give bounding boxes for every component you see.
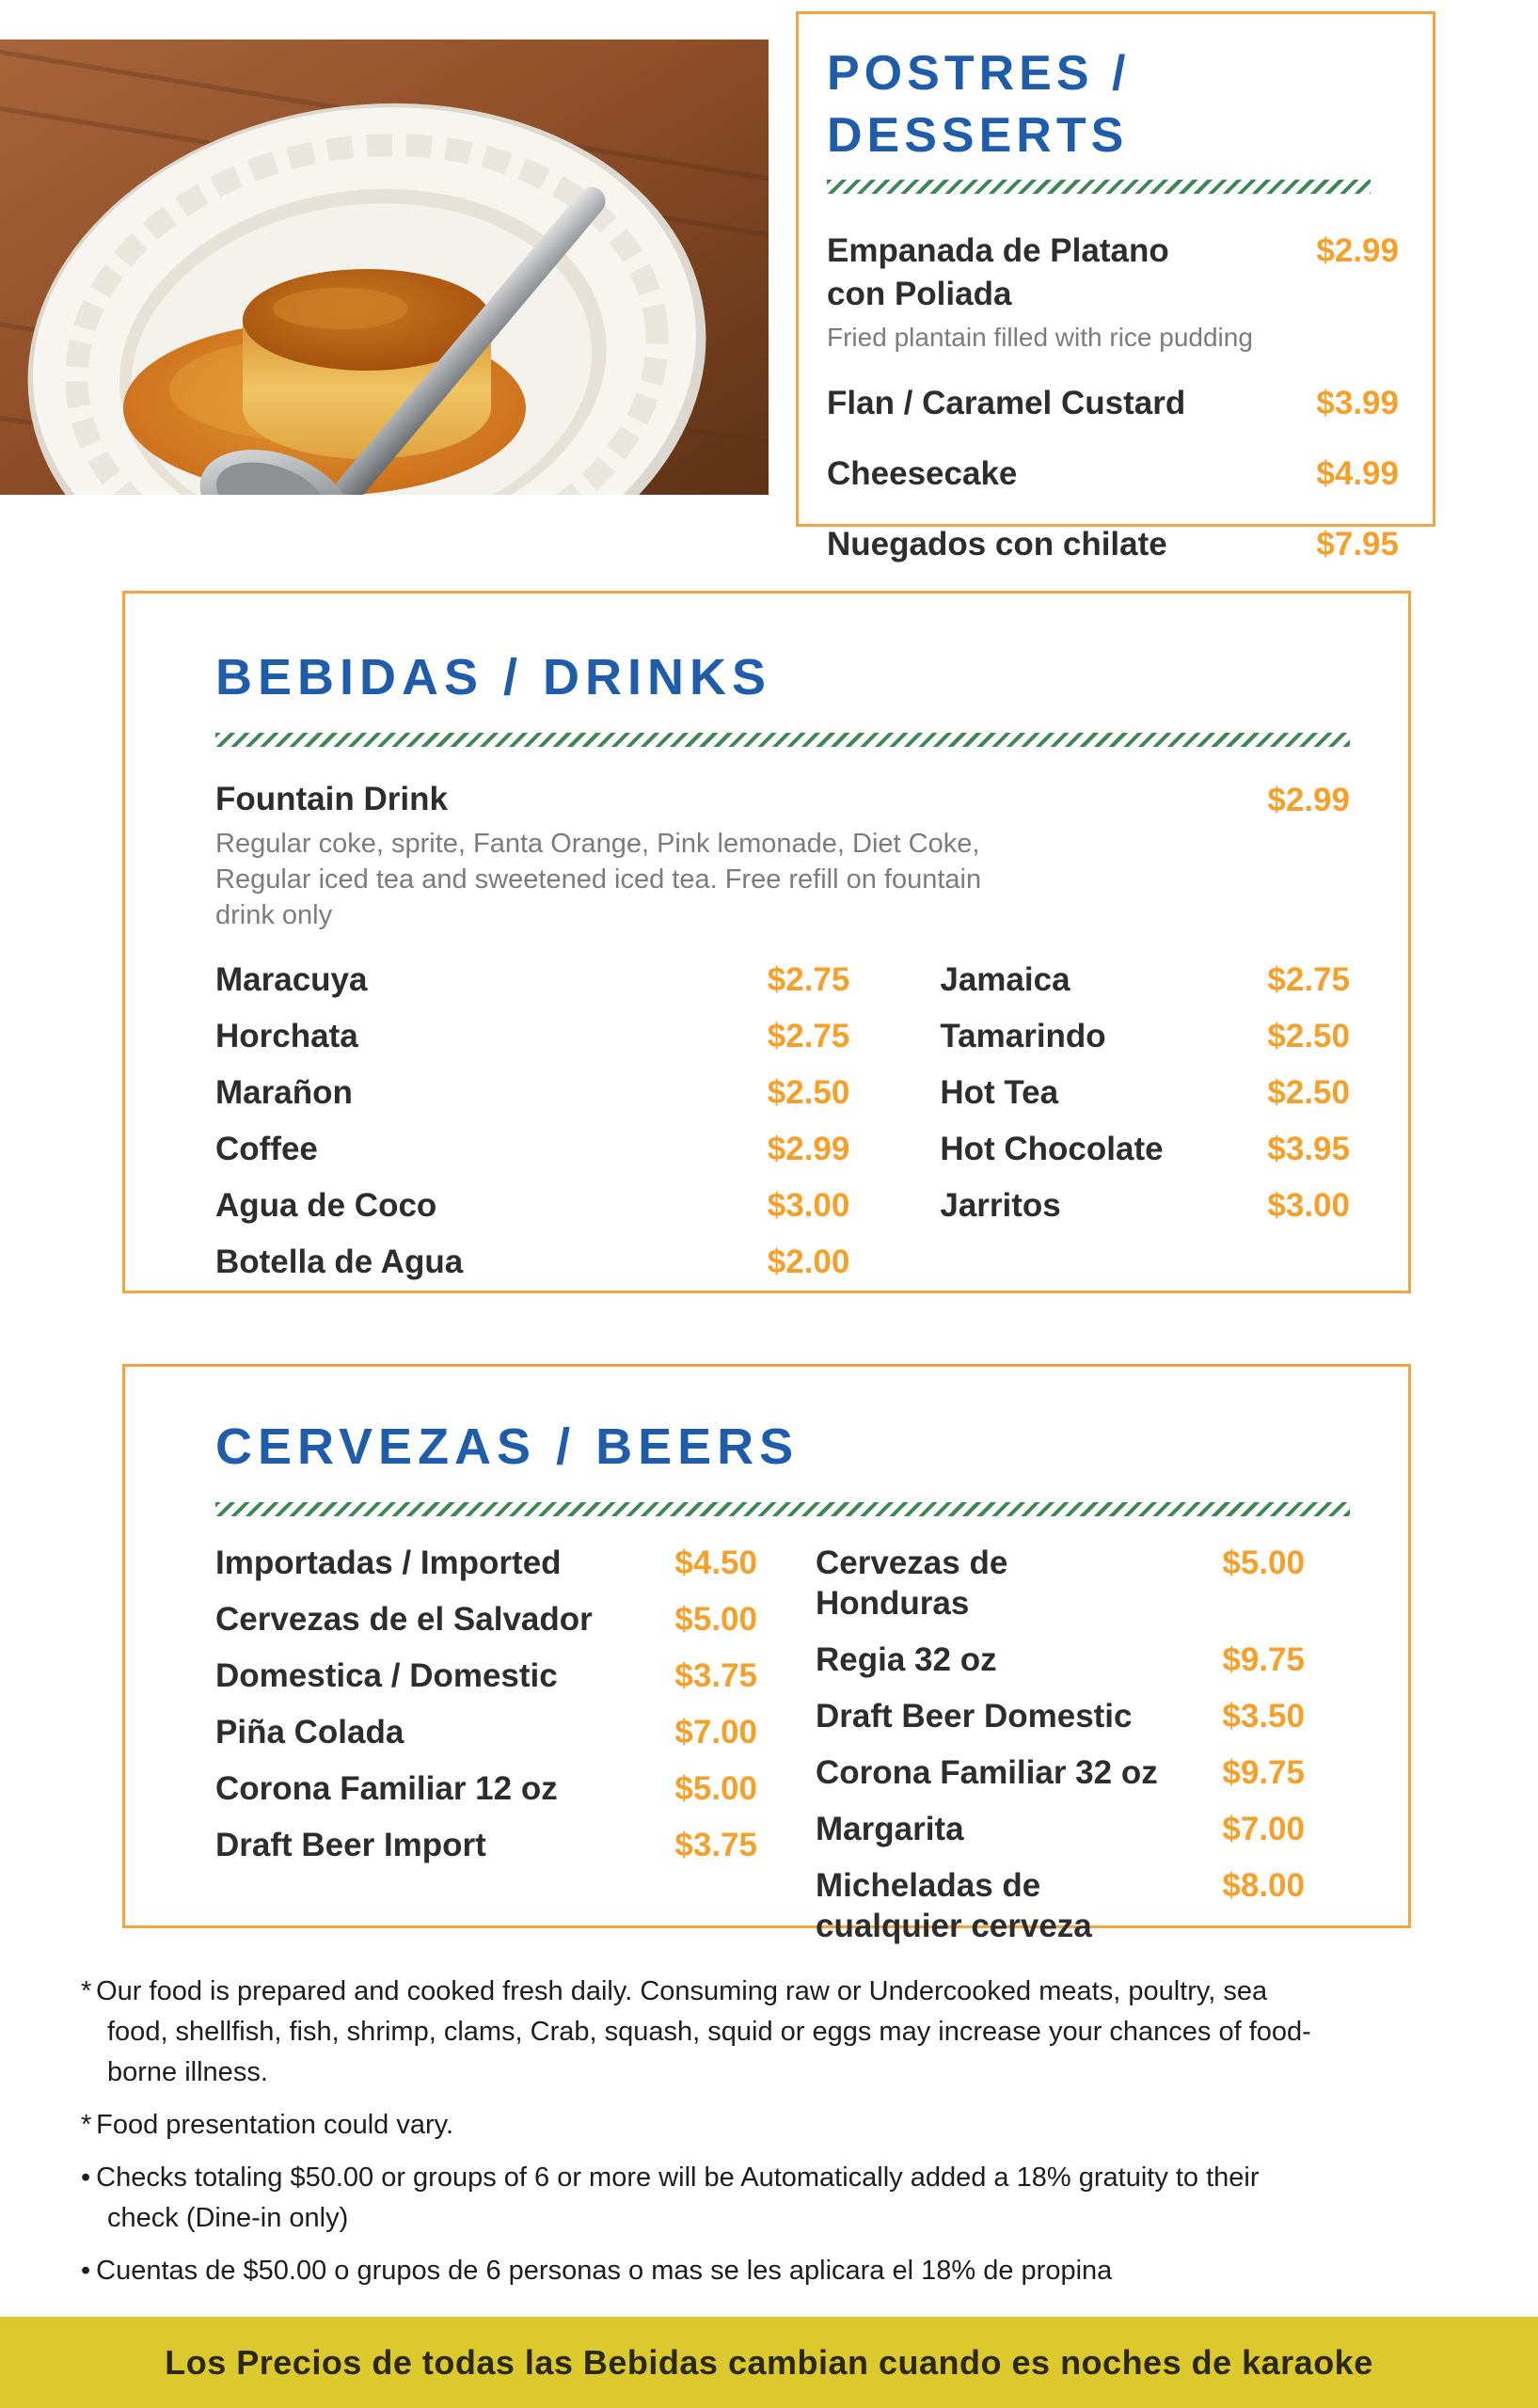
footnote-text: Checks totaling $50.00 or groups of 6 or more will be Automatically added a 18% gratuity to their check (Dine-in only) bbox=[96, 2162, 1260, 2233]
menu-item bbox=[816, 1696, 1305, 1736]
item-price: $4.99 bbox=[1316, 455, 1399, 492]
desserts-title-line2: DESSERTS bbox=[827, 108, 1129, 163]
drinks-section bbox=[122, 591, 1411, 1293]
item-name: Jarritos bbox=[940, 1187, 1061, 1224]
menu-item bbox=[215, 1185, 849, 1226]
item-name: Coffee bbox=[215, 1131, 318, 1167]
item-name: Jamaica bbox=[940, 961, 1070, 998]
item-price: $2.50 bbox=[767, 1074, 850, 1111]
item-price: $7.00 bbox=[674, 1714, 757, 1751]
item-name: Domestica / Domestic bbox=[215, 1657, 558, 1694]
drinks-title: BEBIDAS / DRINKS bbox=[215, 649, 772, 705]
item-name: Corona Familiar 12 oz bbox=[215, 1770, 558, 1807]
menu-item bbox=[940, 1072, 1350, 1113]
item-name: Hot Tea bbox=[940, 1074, 1059, 1111]
item-price: $3.00 bbox=[1267, 1187, 1350, 1224]
menu-item bbox=[215, 1825, 757, 1865]
item-price: $2.75 bbox=[767, 1018, 850, 1054]
hatch-divider bbox=[215, 733, 1350, 747]
item-price: $2.50 bbox=[1267, 1018, 1350, 1054]
menu-item bbox=[940, 1185, 1350, 1226]
item-text bbox=[827, 230, 1253, 355]
item-text bbox=[215, 779, 1034, 933]
drinks-column-left bbox=[215, 959, 849, 1298]
item-price: $2.75 bbox=[767, 961, 850, 998]
menu-item bbox=[215, 1543, 757, 1583]
item-price: $9.75 bbox=[1222, 1754, 1305, 1791]
beers-columns bbox=[215, 1543, 1350, 1962]
menu-item bbox=[816, 1809, 1305, 1849]
item-name: Cervezas de Honduras bbox=[816, 1545, 1008, 1622]
menu-item bbox=[940, 1016, 1350, 1056]
menu-item bbox=[215, 1242, 849, 1282]
menu-item bbox=[215, 1656, 757, 1696]
menu-item bbox=[827, 230, 1399, 355]
item-name: Nuegados con chilate bbox=[827, 526, 1167, 562]
menu-item bbox=[215, 1599, 757, 1640]
flan-photo-illustration bbox=[0, 40, 769, 495]
drinks-columns bbox=[215, 959, 1350, 1298]
item-name: Cervezas de el Salvador bbox=[215, 1601, 593, 1638]
item-name: Flan / Caramel Custard bbox=[827, 385, 1186, 421]
menu-item bbox=[816, 1752, 1305, 1793]
menu-item bbox=[816, 1865, 1305, 1946]
hatch-divider bbox=[827, 180, 1371, 194]
menu-item bbox=[827, 452, 1399, 496]
drinks-column-right bbox=[940, 959, 1350, 1298]
item-price: $2.99 bbox=[1316, 232, 1399, 269]
item-name: Corona Familiar 32 oz bbox=[816, 1754, 1158, 1791]
menu-item bbox=[215, 1129, 849, 1169]
item-name: Marañon bbox=[215, 1074, 353, 1111]
desserts-title bbox=[827, 42, 1399, 166]
menu-item bbox=[215, 1072, 849, 1113]
item-price: $2.75 bbox=[1267, 961, 1350, 998]
footnote: • Checks totaling $50.00 or groups of 6 or more will be Automatically added a 18% gratuity to their check (Dine-in only) bbox=[81, 2162, 1260, 2233]
item-price: $7.00 bbox=[1222, 1811, 1305, 1847]
item-name: Hot Chocolate bbox=[940, 1131, 1164, 1167]
item-name: Draft Beer Import bbox=[215, 1827, 486, 1863]
menu-item bbox=[215, 1712, 757, 1752]
menu-item bbox=[816, 1640, 1305, 1680]
item-price: $4.50 bbox=[674, 1545, 757, 1581]
item-name: Regia 32 oz bbox=[816, 1641, 997, 1678]
item-name: Fountain Drink bbox=[215, 781, 448, 817]
menu-item bbox=[816, 1543, 1305, 1624]
item-price: $5.00 bbox=[674, 1601, 757, 1638]
footnotes bbox=[81, 1972, 1332, 2304]
menu-item bbox=[215, 1016, 849, 1056]
hatch-divider bbox=[215, 1502, 1350, 1516]
item-name: Horchata bbox=[215, 1018, 358, 1054]
desserts-items bbox=[827, 230, 1399, 566]
item-price: $5.00 bbox=[1222, 1545, 1305, 1581]
footnote: * Food presentation could vary. bbox=[81, 2110, 454, 2140]
item-price: $3.75 bbox=[674, 1657, 757, 1694]
item-price: $8.00 bbox=[1222, 1867, 1305, 1904]
karaoke-notice-text: Los Precios de todas las Bebidas cambian cuando es noches de karaoke bbox=[165, 2342, 1373, 2382]
item-name: Agua de Coco bbox=[215, 1187, 437, 1224]
footnote: * Our food is prepared and cooked fresh daily. Consuming raw or Undercooked meats, poultry, sea food, shellfish, fish, shrimp, clams, Crab, squash, squid or eggs may increase your chances of food-borne illness. bbox=[81, 1976, 1311, 2087]
desserts-section bbox=[796, 11, 1435, 562]
menu-item bbox=[215, 959, 849, 1000]
flan-photo bbox=[0, 40, 769, 495]
item-price: $2.00 bbox=[767, 1244, 850, 1280]
item-name: Cheesecake bbox=[827, 455, 1018, 492]
menu-item bbox=[940, 1129, 1350, 1169]
beers-title: CERVEZAS / BEERS bbox=[215, 1418, 800, 1475]
footnote: • Cuentas de $50.00 o grupos de 6 personas o mas se les aplicara el 18% de propina bbox=[81, 2256, 1113, 2286]
item-name: Importadas / Imported bbox=[215, 1545, 562, 1581]
item-price: $2.99 bbox=[767, 1131, 850, 1167]
menu-item bbox=[827, 382, 1399, 425]
desserts-title-line1: POSTRES / bbox=[827, 46, 1131, 101]
beers-column-right bbox=[816, 1543, 1305, 1962]
item-name: Botella de Agua bbox=[215, 1244, 464, 1280]
beers-column-left bbox=[215, 1543, 757, 1962]
menu-item bbox=[827, 523, 1399, 566]
item-name: Empanada de Platano con Poliada bbox=[827, 232, 1169, 312]
menu-item bbox=[215, 1768, 757, 1809]
item-name: Piña Colada bbox=[215, 1714, 404, 1751]
item-price: $2.99 bbox=[1267, 782, 1350, 818]
item-price: $3.99 bbox=[1316, 385, 1399, 421]
menu-item bbox=[940, 959, 1350, 1000]
item-description: Fried plantain filled with rice pudding bbox=[827, 323, 1253, 352]
beers-section bbox=[122, 1364, 1411, 1944]
footnote-text: Cuentas de $50.00 o grupos de 6 personas o mas se les aplicara el 18% de propina bbox=[96, 2256, 1113, 2286]
item-price: $3.95 bbox=[1267, 1131, 1350, 1167]
item-price: $2.50 bbox=[1267, 1074, 1350, 1111]
item-price: $3.50 bbox=[1222, 1698, 1305, 1735]
item-price: $3.00 bbox=[767, 1187, 850, 1224]
menu-item bbox=[215, 779, 1350, 933]
item-name: Tamarindo bbox=[940, 1018, 1106, 1054]
item-price: $9.75 bbox=[1222, 1641, 1305, 1678]
item-name: Maracuya bbox=[215, 961, 368, 998]
item-name: Margarita bbox=[816, 1811, 964, 1847]
item-name: Micheladas de cualquier cerveza bbox=[816, 1867, 1092, 1944]
item-price: $5.00 bbox=[674, 1770, 757, 1807]
footnote-text: Our food is prepared and cooked fresh daily. Consuming raw or Undercooked meats, poultry, sea food, shellfish, fish, shrimp, clams, Crab, squash, squid or eggs may increase your chances of food-borne illness. bbox=[96, 1976, 1311, 2087]
karaoke-notice-banner bbox=[0, 2317, 1538, 2408]
item-description: Regular coke, sprite, Fanta Orange, Pink lemonade, Diet Coke, Regular iced tea and sweetened iced tea. Free refill on fountain drink only bbox=[215, 829, 982, 930]
footnote-text: Food presentation could vary. bbox=[96, 2110, 454, 2140]
item-price: $7.95 bbox=[1316, 526, 1399, 562]
item-price: $3.75 bbox=[674, 1827, 757, 1863]
item-name: Draft Beer Domestic bbox=[816, 1698, 1133, 1735]
